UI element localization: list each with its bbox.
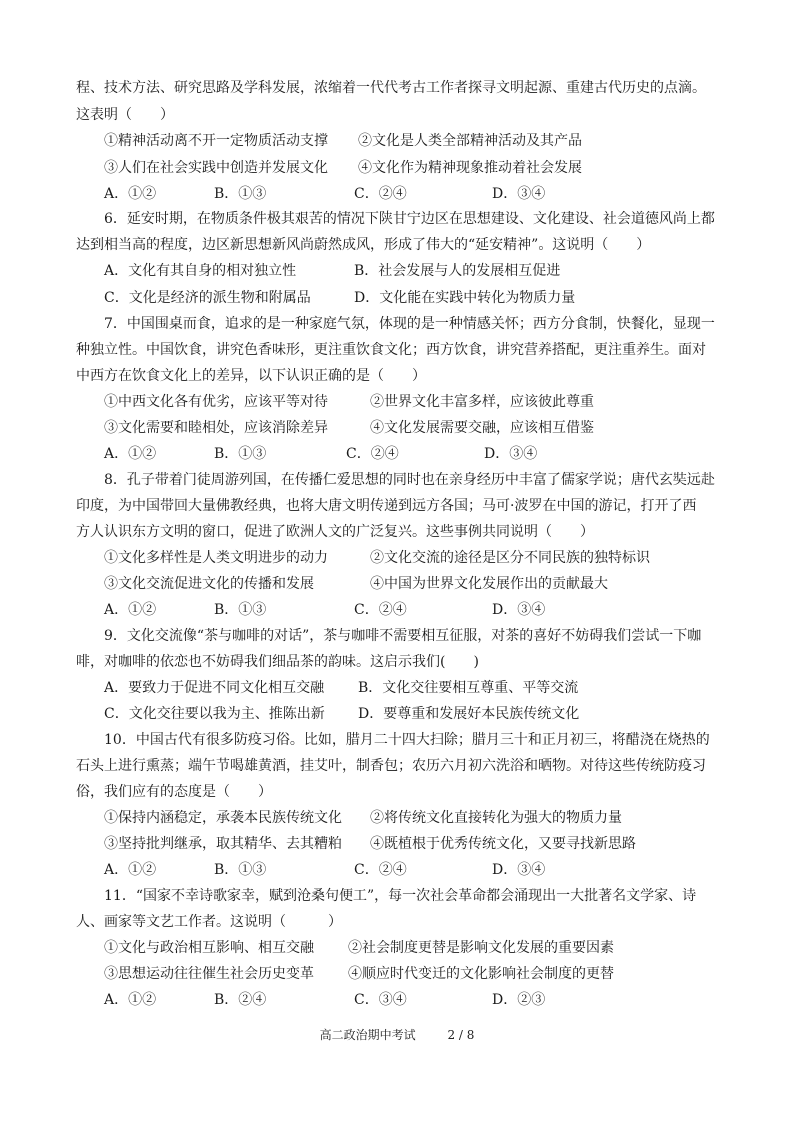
question-11-text-line-2: 人、画家等文艺工作者。这说明（ ） <box>76 914 342 930</box>
question-5-choice-c[interactable]: C．②④ <box>354 186 407 202</box>
question-7-text-line-1: 7．中国围桌而食，追求的是一种家庭气氛，体现的是一种情感关怀；西方分食制，快餐化，显现一 <box>104 316 715 332</box>
question-11-text-line-1: 11．“国家不幸诗歌家幸，赋到沧桑句便工”，每一次社会革命都会涌现出一大批著名文学家、诗 <box>104 888 697 904</box>
question-10-choice-c[interactable]: C．②④ <box>354 862 407 878</box>
question-9-text-line-1: 9．文化交流像“茶与咖啡的对话”，茶与咖啡不需要相互征服，对茶的喜好不妨碍我们尝试一下咖 <box>104 628 702 644</box>
question-7-statement-2: ②世界文化丰富多样，应该彼此尊重 <box>370 394 594 410</box>
question-9-choice-d[interactable]: D．要尊重和发展好本民族传统文化 <box>358 706 580 722</box>
question-8-text-line-3: 方人认识东方文明的窗口，促进了欧洲人文的广泛复兴。这些事例共同说明（ ） <box>76 524 594 540</box>
question-11-statement-4: ④顺应时代变迁的文化影响社会制度的更替 <box>348 966 614 982</box>
question-7-text-line-3: 中西方在饮食文化上的差异，以下认识正确的是（ ） <box>76 368 426 384</box>
exam-name: 高二政治期中考试 <box>319 1028 416 1042</box>
question-7-choice-d[interactable]: D．③④ <box>484 446 538 462</box>
question-6-choice-d[interactable]: D．文化能在实践中转化为物质力量 <box>354 290 576 306</box>
question-11-statement-1: ①文化与政治相互影响、相互交融 <box>104 940 314 956</box>
question-8-choice-c[interactable]: C．②④ <box>354 602 407 618</box>
question-8-statement-2: ②文化交流的途径是区分不同民族的独特标识 <box>370 550 650 566</box>
question-11-statement-3: ③思想运动往往催生社会历史变革 <box>104 966 314 982</box>
question-5-statement-3: ③人们在社会实践中创造并发展文化 <box>104 160 328 176</box>
question-10-text-line-3: 俗，我们应有的态度是（ ） <box>76 784 272 800</box>
question-10-statement-3: ③坚持批判继承，取其精华、去其糟粕 <box>104 836 342 852</box>
question-10-statement-1: ①保持内涵稳定，承袭本民族传统文化 <box>104 810 342 826</box>
question-8-text-line-2: 印度，为中国带回大量佛教经典，也将大唐文明传递到远方各国；马可·波罗在中国的游记，打开了西 <box>76 498 697 514</box>
question-9-choice-c[interactable]: C．文化交往要以我为主、推陈出新 <box>104 706 325 722</box>
question-7-choice-b[interactable]: B．①③ <box>214 446 267 462</box>
question-5-text-line-2: 这表明（ ） <box>76 107 174 123</box>
question-8-choice-b[interactable]: B．①③ <box>214 602 267 618</box>
page-number: 2 / 8 <box>447 1028 475 1042</box>
question-11-choice-b[interactable]: B．②④ <box>214 992 267 1008</box>
question-8-choice-d[interactable]: D．③④ <box>492 602 546 618</box>
question-6-text-line-2: 达到相当高的程度，边区新思想新风尚蔚然成风，形成了伟大的“延安精神”。这说明（ ） <box>76 237 651 253</box>
question-7-text-line-2: 种独立性。中国饮食，讲究色香味形，更注重饮食文化；西方饮食，讲究营养搭配，更注重养生。面对 <box>76 342 706 358</box>
question-5-choice-b[interactable]: B．①③ <box>214 186 267 202</box>
question-5-statement-1: ①精神活动离不开一定物质活动支撑 <box>104 133 328 149</box>
question-9-text-line-2: 啡，对咖啡的依恋也不妨碍我们细品茶的韵味。这启示我们( ) <box>76 654 479 670</box>
question-10-choice-a[interactable]: A．①② <box>104 862 157 878</box>
question-5-text-line-1: 程、技术方法、研究思路及学科发展，浓缩着一代代考古工作者探寻文明起源、重建古代历史的点滴。 <box>76 80 706 96</box>
question-7-statement-3: ③文化需要和睦相处，应该消除差异 <box>104 420 328 436</box>
question-11-statement-2: ②社会制度更替是影响文化发展的重要因素 <box>348 940 614 956</box>
question-5-statement-2: ②文化是人类全部精神活动及其产品 <box>358 133 582 149</box>
page-footer <box>0 1026 794 1043</box>
question-10-choice-d[interactable]: D．③④ <box>492 862 546 878</box>
question-5-statement-4: ④文化作为精神现象推动着社会发展 <box>358 160 582 176</box>
question-10-text-line-2: 石头上进行熏蒸；端午节喝雄黄酒，挂艾叶，制香包；农历六月初六洗浴和晒物。对待这些传统防疫习 <box>76 758 706 774</box>
question-8-statement-1: ①文化多样性是人类文明进步的动力 <box>104 550 328 566</box>
question-9-choice-b[interactable]: B．文化交往要相互尊重、平等交流 <box>358 680 579 696</box>
question-5-choice-a[interactable]: A．①② <box>104 186 157 202</box>
question-6-choice-a[interactable]: A．文化有其自身的相对独立性 <box>104 263 297 279</box>
question-10-text-line-1: 10．中国古代有很多防疫习俗。比如，腊月二十四大扫除；腊月三十和正月初三，将醋浇在烧热的 <box>104 732 710 748</box>
question-6-text-line-1: 6．延安时期，在物质条件极其艰苦的情况下陕甘宁边区在思想建设、文化建设、社会道德风尚上都 <box>104 211 715 227</box>
question-8-text-line-1: 8．孔子带着门徒周游列国，在传播仁爱思想的同时也在亲身经历中丰富了儒家学说；唐代玄奘远赴 <box>104 472 715 488</box>
question-11-choice-c[interactable]: C．③④ <box>354 992 407 1008</box>
question-10-statement-2: ②将传统文化直接转化为强大的物质力量 <box>370 810 622 826</box>
question-10-statement-4: ④既植根于优秀传统文化，又要寻找新思路 <box>370 836 636 852</box>
question-7-choice-c[interactable]: C．②④ <box>346 446 399 462</box>
question-11-choice-d[interactable]: D．②③ <box>492 992 546 1008</box>
question-8-statement-3: ③文化交流促进文化的传播和发展 <box>104 576 314 592</box>
question-5-choice-d[interactable]: D．③④ <box>492 186 546 202</box>
question-11-choice-a[interactable]: A．①② <box>104 992 157 1008</box>
question-9-choice-a[interactable]: A．要致力于促进不同文化相互交融 <box>104 680 325 696</box>
question-7-choice-a[interactable]: A．①② <box>104 446 157 462</box>
question-8-choice-a[interactable]: A．①② <box>104 602 157 618</box>
question-10-choice-b[interactable]: B．①③ <box>214 862 267 878</box>
question-7-statement-1: ①中西文化各有优劣，应该平等对待 <box>104 394 328 410</box>
question-6-choice-c[interactable]: C．文化是经济的派生物和附属品 <box>104 290 311 306</box>
question-6-choice-b[interactable]: B．社会发展与人的发展相互促进 <box>354 263 561 279</box>
question-7-statement-4: ④文化发展需要交融，应该相互借鉴 <box>370 420 594 436</box>
question-8-statement-4: ④中国为世界文化发展作出的贡献最大 <box>370 576 608 592</box>
